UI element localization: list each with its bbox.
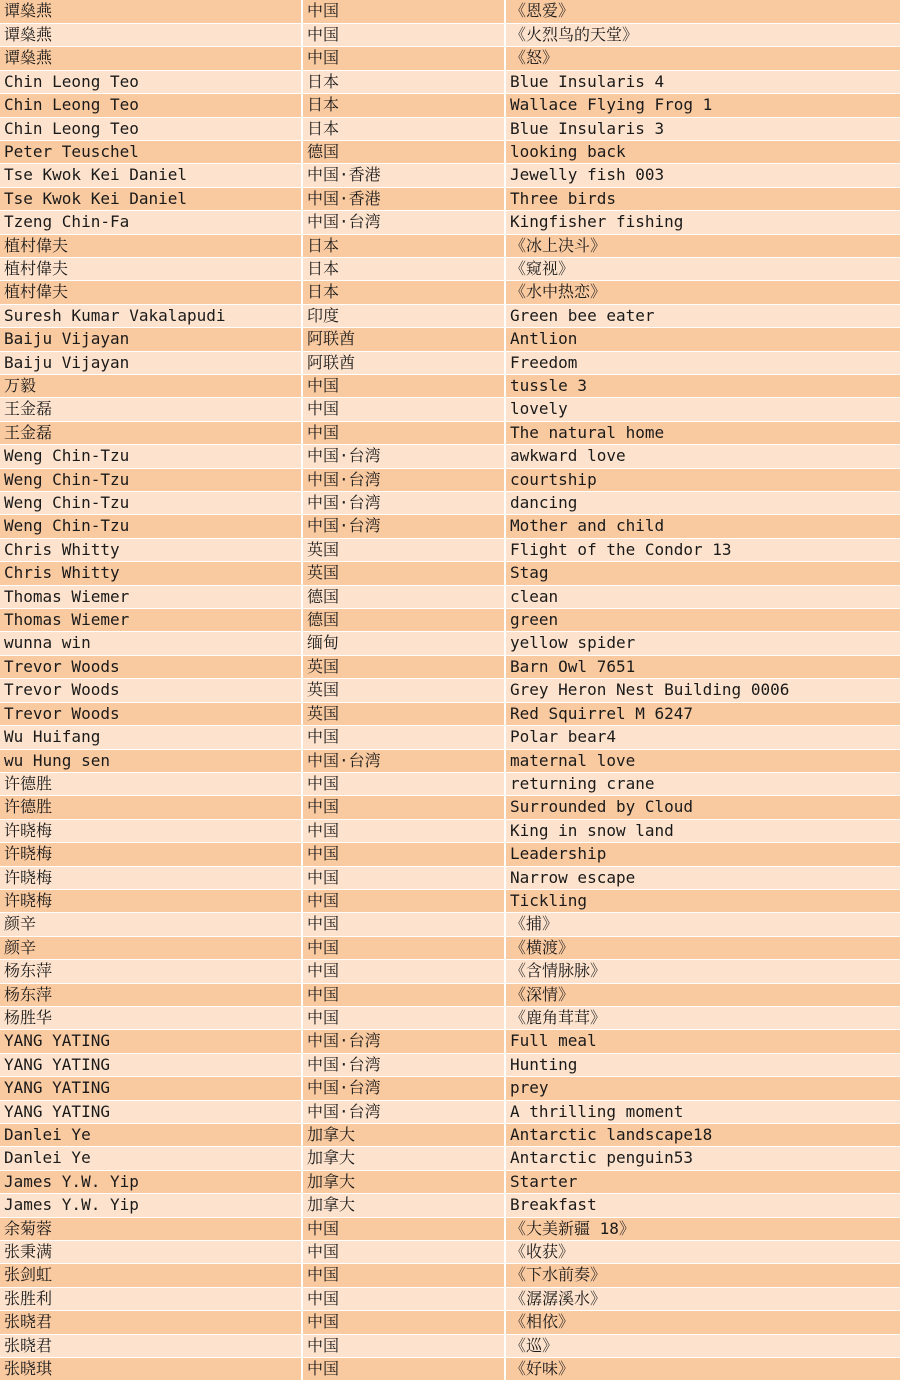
country-cell: 中国·台湾	[302, 1077, 505, 1100]
work-title-cell: 《大美新疆 18》	[505, 1217, 900, 1240]
work-title-cell: 《收获》	[505, 1241, 900, 1264]
country-cell: 加拿大	[302, 1194, 505, 1217]
work-title-cell: Stag	[505, 562, 900, 585]
author-name-cell: Trevor Woods	[0, 655, 302, 678]
work-title-cell: Three birds	[505, 187, 900, 210]
table-row	[0, 1194, 900, 1217]
work-title-cell: maternal love	[505, 749, 900, 772]
country-cell: 中国	[302, 23, 505, 46]
author-name-cell: 杨东萍	[0, 960, 302, 983]
work-title-cell: green	[505, 609, 900, 632]
country-cell: 英国	[302, 702, 505, 725]
country-cell: 日本	[302, 94, 505, 117]
author-name-cell: Chris Whitty	[0, 562, 302, 585]
author-name-cell: Tzeng Chin-Fa	[0, 211, 302, 234]
country-cell: 中国	[302, 1217, 505, 1240]
country-cell: 中国	[302, 866, 505, 889]
work-title-cell: Flight of the Condor 13	[505, 538, 900, 561]
table-row	[0, 164, 900, 187]
table-row	[0, 492, 900, 515]
table-row	[0, 117, 900, 140]
author-name-cell: 许德胜	[0, 796, 302, 819]
author-name-cell: 谭燊燕	[0, 0, 302, 23]
work-title-cell: 《捕》	[505, 913, 900, 936]
author-name-cell: 张晓君	[0, 1334, 302, 1357]
work-title-cell: 《下水前奏》	[505, 1264, 900, 1287]
work-title-cell: returning crane	[505, 772, 900, 795]
work-title-cell: 《横渡》	[505, 936, 900, 959]
work-title-cell: 《好味》	[505, 1358, 900, 1381]
table-row	[0, 609, 900, 632]
country-cell: 阿联酋	[302, 351, 505, 374]
author-name-cell: 王金磊	[0, 421, 302, 444]
country-cell: 中国	[302, 1006, 505, 1029]
country-cell: 中国	[302, 772, 505, 795]
table-row	[0, 772, 900, 795]
country-cell: 德国	[302, 140, 505, 163]
table-row	[0, 913, 900, 936]
country-cell: 中国·台湾	[302, 1030, 505, 1053]
table-row	[0, 866, 900, 889]
work-title-cell: Hunting	[505, 1053, 900, 1076]
country-cell: 中国·台湾	[302, 492, 505, 515]
work-title-cell: 《水中热恋》	[505, 281, 900, 304]
work-title-cell: Surrounded by Cloud	[505, 796, 900, 819]
work-title-cell: 《冰上决斗》	[505, 234, 900, 257]
table-row	[0, 281, 900, 304]
work-title-cell: Antarctic landscape18	[505, 1124, 900, 1147]
author-name-cell: Peter Teuschel	[0, 140, 302, 163]
table-row	[0, 749, 900, 772]
country-cell: 中国	[302, 0, 505, 23]
author-name-cell: Danlei Ye	[0, 1124, 302, 1147]
table-row	[0, 726, 900, 749]
table-row	[0, 1006, 900, 1029]
country-cell: 中国	[302, 889, 505, 912]
author-name-cell: 许德胜	[0, 772, 302, 795]
country-cell: 英国	[302, 655, 505, 678]
country-cell: 中国·香港	[302, 187, 505, 210]
country-cell: 中国	[302, 1241, 505, 1264]
work-title-cell: Breakfast	[505, 1194, 900, 1217]
table-row	[0, 936, 900, 959]
table-row	[0, 211, 900, 234]
author-name-cell: Tse Kwok Kei Daniel	[0, 187, 302, 210]
country-cell: 日本	[302, 117, 505, 140]
country-cell: 日本	[302, 257, 505, 280]
work-title-cell: yellow spider	[505, 632, 900, 655]
work-title-cell: courtship	[505, 468, 900, 491]
country-cell: 英国	[302, 538, 505, 561]
table-row	[0, 257, 900, 280]
author-name-cell: 颜辛	[0, 936, 302, 959]
work-title-cell: Jewelly fish 003	[505, 164, 900, 187]
table-row	[0, 70, 900, 93]
country-cell: 中国·台湾	[302, 211, 505, 234]
table-row	[0, 1030, 900, 1053]
table-row	[0, 983, 900, 1006]
table-row	[0, 1124, 900, 1147]
author-name-cell: YANG YATING	[0, 1100, 302, 1123]
table-row	[0, 960, 900, 983]
author-name-cell: YANG YATING	[0, 1077, 302, 1100]
work-title-cell: awkward love	[505, 445, 900, 468]
author-name-cell: James Y.W. Yip	[0, 1194, 302, 1217]
country-cell: 缅甸	[302, 632, 505, 655]
table-row	[0, 538, 900, 561]
author-name-cell: 余菊蓉	[0, 1217, 302, 1240]
table-row	[0, 421, 900, 444]
country-cell: 中国	[302, 843, 505, 866]
work-title-cell: Blue Insularis 4	[505, 70, 900, 93]
work-title-cell: dancing	[505, 492, 900, 515]
author-name-cell: Weng Chin-Tzu	[0, 515, 302, 538]
country-cell: 印度	[302, 304, 505, 327]
work-title-cell: Tickling	[505, 889, 900, 912]
country-cell: 中国·台湾	[302, 445, 505, 468]
work-title-cell: 《恩爱》	[505, 0, 900, 23]
country-cell: 中国·台湾	[302, 468, 505, 491]
table-row	[0, 655, 900, 678]
author-name-cell: 张晓君	[0, 1311, 302, 1334]
author-name-cell: Thomas Wiemer	[0, 585, 302, 608]
country-cell: 中国·台湾	[302, 749, 505, 772]
author-name-cell: Wu Huifang	[0, 726, 302, 749]
work-title-cell: 《巡》	[505, 1334, 900, 1357]
author-name-cell: 谭燊燕	[0, 23, 302, 46]
author-name-cell: Chin Leong Teo	[0, 70, 302, 93]
work-title-cell: Starter	[505, 1170, 900, 1193]
table-row	[0, 796, 900, 819]
work-title-cell: tussle 3	[505, 375, 900, 398]
country-cell: 中国	[302, 936, 505, 959]
table-row	[0, 1077, 900, 1100]
country-cell: 中国·香港	[302, 164, 505, 187]
table-row	[0, 398, 900, 421]
country-cell: 中国	[302, 1287, 505, 1310]
author-name-cell: Chin Leong Teo	[0, 117, 302, 140]
work-title-cell: Barn Owl 7651	[505, 655, 900, 678]
country-cell: 中国	[302, 398, 505, 421]
work-title-cell: Antlion	[505, 328, 900, 351]
author-name-cell: 许晓梅	[0, 889, 302, 912]
work-title-cell: Wallace Flying Frog 1	[505, 94, 900, 117]
table-row	[0, 679, 900, 702]
table-row	[0, 1170, 900, 1193]
work-title-cell: A thrilling moment	[505, 1100, 900, 1123]
table-row	[0, 1264, 900, 1287]
work-title-cell: 《火烈鸟的天堂》	[505, 23, 900, 46]
country-cell: 中国	[302, 726, 505, 749]
table-row	[0, 632, 900, 655]
author-name-cell: 杨东萍	[0, 983, 302, 1006]
author-name-cell: 颜辛	[0, 913, 302, 936]
work-title-cell: Polar bear4	[505, 726, 900, 749]
table-row	[0, 375, 900, 398]
table-row	[0, 47, 900, 70]
work-title-cell: King in snow land	[505, 819, 900, 842]
author-name-cell: Danlei Ye	[0, 1147, 302, 1170]
country-cell: 中国	[302, 960, 505, 983]
work-title-cell: Kingfisher fishing	[505, 211, 900, 234]
author-name-cell: James Y.W. Yip	[0, 1170, 302, 1193]
table-row	[0, 702, 900, 725]
work-title-cell: 《潺潺溪水》	[505, 1287, 900, 1310]
country-cell: 日本	[302, 70, 505, 93]
table-row	[0, 0, 900, 23]
country-cell: 加拿大	[302, 1124, 505, 1147]
author-name-cell: 许晓梅	[0, 866, 302, 889]
table-row	[0, 1311, 900, 1334]
author-name-cell: 植村偉夫	[0, 281, 302, 304]
table-row	[0, 515, 900, 538]
work-title-cell: clean	[505, 585, 900, 608]
work-title-cell: Freedom	[505, 351, 900, 374]
table-row	[0, 562, 900, 585]
work-title-cell: Grey Heron Nest Building 0006	[505, 679, 900, 702]
country-cell: 英国	[302, 562, 505, 585]
table-row	[0, 234, 900, 257]
work-title-cell: 《窥视》	[505, 257, 900, 280]
country-cell: 中国	[302, 1358, 505, 1381]
work-title-cell: Leadership	[505, 843, 900, 866]
author-name-cell: 王金磊	[0, 398, 302, 421]
table-row	[0, 468, 900, 491]
table-row	[0, 1287, 900, 1310]
work-title-cell: prey	[505, 1077, 900, 1100]
table-row	[0, 187, 900, 210]
work-title-cell: Blue Insularis 3	[505, 117, 900, 140]
work-title-cell: looking back	[505, 140, 900, 163]
country-cell: 中国	[302, 796, 505, 819]
table-row	[0, 889, 900, 912]
table-row	[0, 1334, 900, 1357]
country-cell: 阿联酋	[302, 328, 505, 351]
country-cell: 中国	[302, 421, 505, 444]
table-row	[0, 1217, 900, 1240]
author-name-cell: Tse Kwok Kei Daniel	[0, 164, 302, 187]
country-cell: 加拿大	[302, 1147, 505, 1170]
author-name-cell: 许晓梅	[0, 819, 302, 842]
country-cell: 中国·台湾	[302, 515, 505, 538]
table-row	[0, 23, 900, 46]
work-title-cell: Full meal	[505, 1030, 900, 1053]
country-cell: 德国	[302, 609, 505, 632]
author-name-cell: wu Hung sen	[0, 749, 302, 772]
work-title-cell: 《相依》	[505, 1311, 900, 1334]
author-name-cell: Baiju Vijayan	[0, 328, 302, 351]
work-title-cell: 《含情脉脉》	[505, 960, 900, 983]
work-title-cell: 《鹿角茸茸》	[505, 1006, 900, 1029]
table-row	[0, 94, 900, 117]
author-name-cell: Weng Chin-Tzu	[0, 492, 302, 515]
table-row	[0, 843, 900, 866]
author-name-cell: Weng Chin-Tzu	[0, 445, 302, 468]
author-name-cell: 万毅	[0, 375, 302, 398]
author-name-cell: 植村偉夫	[0, 234, 302, 257]
table-row	[0, 445, 900, 468]
country-cell: 中国	[302, 1311, 505, 1334]
author-name-cell: Trevor Woods	[0, 679, 302, 702]
work-title-cell: Green bee eater	[505, 304, 900, 327]
author-name-cell: 张剑虹	[0, 1264, 302, 1287]
country-cell: 中国	[302, 1264, 505, 1287]
author-name-cell: Baiju Vijayan	[0, 351, 302, 374]
table-row	[0, 585, 900, 608]
table-row	[0, 328, 900, 351]
table-row	[0, 304, 900, 327]
author-name-cell: 张秉满	[0, 1241, 302, 1264]
country-cell: 中国	[302, 1334, 505, 1357]
table-row	[0, 819, 900, 842]
author-name-cell: 植村偉夫	[0, 257, 302, 280]
author-name-cell: YANG YATING	[0, 1030, 302, 1053]
work-title-cell: Narrow escape	[505, 866, 900, 889]
author-name-cell: 杨胜华	[0, 1006, 302, 1029]
table-row	[0, 351, 900, 374]
author-name-cell: wunna win	[0, 632, 302, 655]
country-cell: 加拿大	[302, 1170, 505, 1193]
author-name-cell: 谭燊燕	[0, 47, 302, 70]
work-title-cell: Antarctic penguin53	[505, 1147, 900, 1170]
author-name-cell: Suresh Kumar Vakalapudi	[0, 304, 302, 327]
country-cell: 中国	[302, 983, 505, 1006]
country-cell: 中国·台湾	[302, 1100, 505, 1123]
work-title-cell: lovely	[505, 398, 900, 421]
table-row	[0, 1241, 900, 1264]
author-name-cell: 张胜利	[0, 1287, 302, 1310]
country-cell: 中国·台湾	[302, 1053, 505, 1076]
work-title-cell: 《怒》	[505, 47, 900, 70]
country-cell: 德国	[302, 585, 505, 608]
author-name-cell: YANG YATING	[0, 1053, 302, 1076]
work-title-cell: Mother and child	[505, 515, 900, 538]
table-row	[0, 1100, 900, 1123]
work-title-cell: Red Squirrel M 6247	[505, 702, 900, 725]
author-name-cell: Chris Whitty	[0, 538, 302, 561]
author-name-cell: Weng Chin-Tzu	[0, 468, 302, 491]
work-title-cell: The natural home	[505, 421, 900, 444]
country-cell: 日本	[302, 234, 505, 257]
table-row	[0, 140, 900, 163]
country-cell: 日本	[302, 281, 505, 304]
country-cell: 中国	[302, 375, 505, 398]
country-cell: 中国	[302, 47, 505, 70]
table-row	[0, 1358, 900, 1381]
author-name-cell: 许晓梅	[0, 843, 302, 866]
country-cell: 中国	[302, 819, 505, 842]
work-title-cell: 《深情》	[505, 983, 900, 1006]
author-name-cell: Chin Leong Teo	[0, 94, 302, 117]
author-name-cell: Trevor Woods	[0, 702, 302, 725]
table-row	[0, 1053, 900, 1076]
country-cell: 英国	[302, 679, 505, 702]
author-name-cell: 张晓琪	[0, 1358, 302, 1381]
country-cell: 中国	[302, 913, 505, 936]
author-name-cell: Thomas Wiemer	[0, 609, 302, 632]
table-row	[0, 1147, 900, 1170]
